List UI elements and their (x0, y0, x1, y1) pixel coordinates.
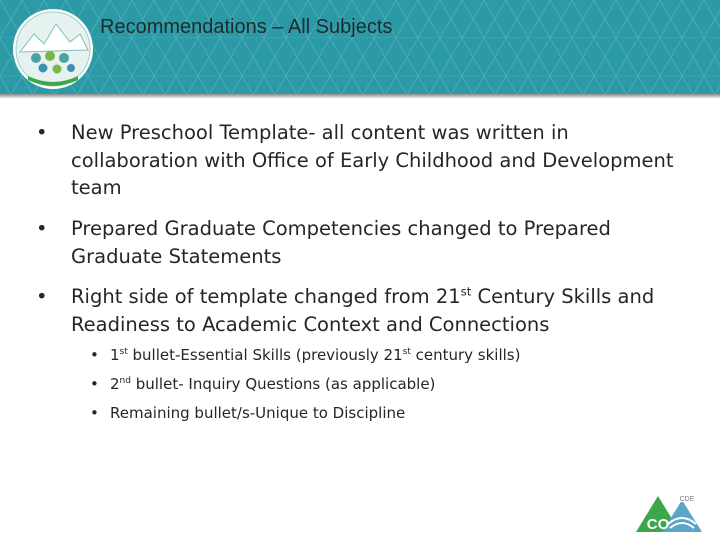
bullet-dot-icon: • (90, 346, 99, 364)
bullet-text: Prepared Graduate Competencies changed to Prepared Graduate Statements (71, 217, 611, 268)
sub-bullet-item (90, 374, 690, 394)
sub-bullet-text (110, 374, 690, 394)
superscript: st (119, 347, 128, 357)
text-part: bullet- Inquiry Questions (as applicable) (130, 375, 436, 393)
sub-bullet-text (110, 345, 690, 365)
bullet-text-part: Century Skills and Readiness to Academic Context and Connections (71, 285, 655, 336)
text-part: 1 (110, 346, 120, 364)
text-part: 2 (110, 375, 120, 393)
text-part: bullet-Essential Skills (previously 21 (127, 346, 403, 364)
bullet-item (36, 215, 676, 270)
bullet-text (71, 283, 676, 338)
superscript: st (402, 347, 411, 357)
bullet-dot-icon: • (36, 285, 48, 308)
cde-co-logo-icon (632, 490, 708, 534)
text-part: century skills) (410, 346, 521, 364)
bullet-text-part: Right side of template changed from 21 (71, 285, 461, 308)
cde-label: CDE (679, 496, 695, 503)
page-title: Recommendations – All Subjects (100, 16, 393, 38)
sub-bullet-item (90, 403, 690, 423)
superscript: st (460, 284, 472, 299)
bullet-text: New Preschool Template- all content was written in collaboration with Office of Early Childhood and Development team (71, 121, 674, 199)
bullet-dot-icon: • (36, 217, 48, 240)
bullet-dot-icon: • (36, 121, 48, 144)
bullet-item (36, 283, 676, 338)
bullet-dot-icon: • (90, 404, 99, 422)
sub-bullet-text: Remaining bullet/s-Unique to Discipline (110, 404, 406, 422)
sub-bullet-item (90, 345, 690, 365)
bullet-dot-icon: • (90, 375, 99, 393)
co-label: CO (646, 516, 670, 533)
bullet-item (36, 119, 676, 202)
superscript: nd (119, 376, 131, 386)
